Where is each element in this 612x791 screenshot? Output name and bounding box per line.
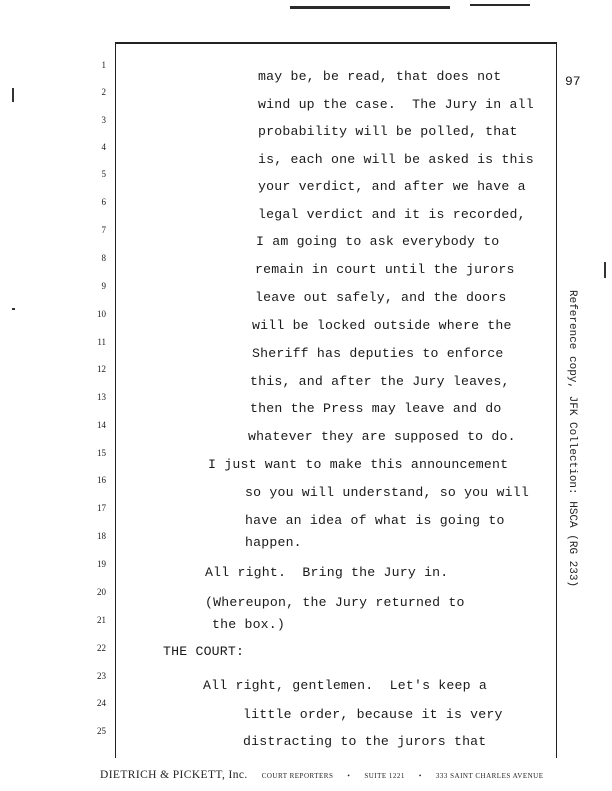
line-number: 15 xyxy=(97,448,106,458)
transcript-line: probability will be polled, that xyxy=(258,124,518,139)
transcript-line: may be, be read, that does not xyxy=(258,69,502,84)
transcript-line: distracting to the jurors that xyxy=(243,734,487,749)
line-number: 7 xyxy=(101,225,106,235)
scan-artifact xyxy=(470,4,530,6)
line-number: 11 xyxy=(97,337,106,347)
transcript-line: All right, gentlemen. Let's keep a xyxy=(203,678,487,693)
line-number: 24 xyxy=(97,698,106,708)
line-number: 3 xyxy=(101,115,106,125)
footer-bullet: • xyxy=(347,772,351,780)
footer-court-reporters: COURT REPORTERS xyxy=(261,772,334,780)
footer-address: 333 SAINT CHARLES AVENUE xyxy=(435,772,544,780)
line-number: 8 xyxy=(101,253,106,263)
transcript-line: the box.) xyxy=(212,617,286,632)
line-number: 4 xyxy=(101,142,106,152)
transcript-line: then the Press may leave and do xyxy=(250,401,502,416)
transcript-line: will be locked outside where the xyxy=(252,318,512,333)
line-number: 12 xyxy=(97,364,106,374)
line-number: 22 xyxy=(97,643,106,653)
line-number: 18 xyxy=(97,531,106,541)
page-number: 97 xyxy=(565,74,581,89)
transcript-line: All right. Bring the Jury in. xyxy=(205,565,449,580)
scan-artifact xyxy=(290,6,450,9)
transcript-line: THE COURT: xyxy=(163,644,245,659)
transcript-line: I just want to make this announcement xyxy=(208,457,509,472)
transcript-line: legal verdict and it is recorded, xyxy=(258,207,526,222)
line-number: 17 xyxy=(97,503,106,513)
line-number: 9 xyxy=(101,281,106,291)
line-number: 20 xyxy=(97,587,106,597)
transcript-line: this, and after the Jury leaves, xyxy=(250,374,510,389)
line-number: 14 xyxy=(97,420,106,430)
line-number: 5 xyxy=(101,169,106,179)
transcript-line: leave out safely, and the doors xyxy=(255,290,507,305)
transcript-line: little order, because it is very xyxy=(243,707,503,722)
transcript-line: is, each one will be asked is this xyxy=(258,152,534,167)
archive-reference-stamp: Reference copy, JFK Collection: HSCA (RG 233) xyxy=(566,290,578,588)
footer-bullet: • xyxy=(418,772,422,780)
page-footer xyxy=(100,765,544,783)
scan-artifact xyxy=(12,88,14,102)
transcript-line: I am going to ask everybody to xyxy=(256,234,500,249)
transcript-line: whatever they are supposed to do. xyxy=(248,429,516,444)
line-number: 13 xyxy=(97,392,106,402)
line-number: 19 xyxy=(97,559,106,569)
line-number: 1 xyxy=(101,60,106,70)
line-number: 25 xyxy=(97,726,106,736)
line-number: 6 xyxy=(101,197,106,207)
transcript-line: have an idea of what is going to xyxy=(245,513,505,528)
reporting-firm-name: DIETRICH & PICKETT, Inc. xyxy=(100,769,248,781)
transcript-line: Sheriff has deputies to enforce xyxy=(252,346,504,361)
scan-artifact xyxy=(12,308,15,310)
footer-suite: SUITE 1221 xyxy=(364,772,405,780)
transcript-line: your verdict, and after we have a xyxy=(258,179,526,194)
transcript-line: (Whereupon, the Jury returned to xyxy=(205,595,465,610)
line-number: 16 xyxy=(97,475,106,485)
line-number: 2 xyxy=(101,87,106,97)
line-number: 23 xyxy=(97,671,106,681)
scan-artifact xyxy=(604,262,606,278)
transcript-line: so you will understand, so you will xyxy=(245,485,529,500)
transcript-line: remain in court until the jurors xyxy=(255,262,515,277)
transcript-line: wind up the case. The Jury in all xyxy=(258,97,534,112)
line-number: 10 xyxy=(97,309,106,319)
line-number: 21 xyxy=(97,615,106,625)
transcript-line: happen. xyxy=(245,535,302,550)
